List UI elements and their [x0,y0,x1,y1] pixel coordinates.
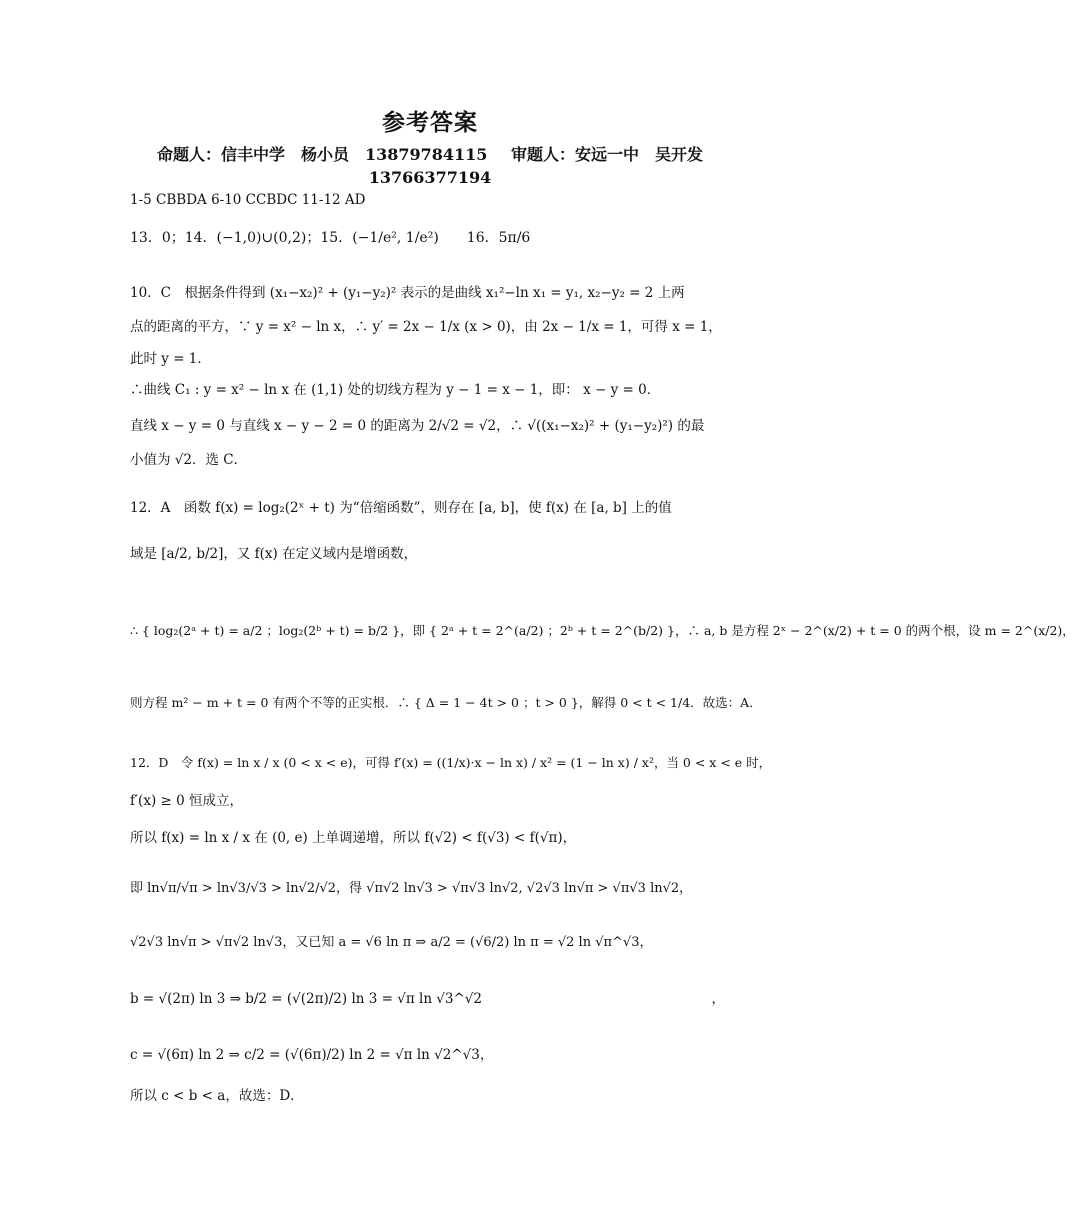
solution-q10 [130,276,740,474]
solution-line: 域是 [a/2, b/2]，又 f(x) 在定义域内是增函数， [130,546,418,562]
author-info: 命题人：信丰中学 杨小员 13879784115 [156,145,488,164]
solution-line: b = √(2π) ln 3 ⇒ b/2 = (√(2π)/2) ln 3 = √π ln √3^√2 ， [130,991,725,1007]
solution-line: 所以 c < b < a，故选：D． [130,1088,304,1104]
solution-line: ∴ { log₂(2ᵃ + t) = a/2 ；log₂(2ᵇ + t) = b/2 }，即 { 2ᵃ + t = 2^(a/2) ；2ᵇ + t = 2^(b/2) }，∴ a, b 是方程 2ˣ − 2^(x/2) + t = 0 的两个根，设 m = 2^(x/2)， [130,623,1075,638]
solution-line: 所以 f(x) = ln x / x 在 (0, e) 上单调递增，所以 f(√2) < f(√3) < f(√π)， [130,830,577,846]
reviewer-info: 审题人：安远一中 吴开发 [511,145,704,164]
solution-line: √2√3 ln√π > √π√2 ln√3，又已知 a = √6 ln π ⇒ a/2 = (√6/2) ln π = √2 ln √π^√3， [130,935,653,950]
reviewer-phone: 13766377194 [368,168,492,187]
solution-line: 此时 y = 1． [130,351,211,367]
solution-line: 即 ln√π/√π > ln√3/√3 > ln√2/√2，得 √π√2 ln√3 > √π√3 ln√2, √2√3 ln√π > √π√3 ln√2， [130,881,693,896]
page-title: 参考答案 [382,109,478,136]
solution-q12-d [130,738,772,1110]
solution-line: 直线 x − y = 0 与直线 x − y − 2 = 0 的距离为 2/√2 = √2，∴ √((x₁−x₂)² + (y₁−y₂)²) 的最 [130,418,705,434]
solution-line: 点的距离的平方，∵ y = x² − ln x，∴ y′ = 2x − 1/x (x > 0)，由 2x − 1/x = 1，可得 x = 1， [130,319,722,335]
solution-line: 12．A 函数 f(x) = log₂(2ˣ + t) 为“倍缩函数”，则存在 [a, b]，使 f(x) 在 [a, b] 上的值 [130,500,672,516]
solution-line: 10．C 根据条件得到 (x₁−x₂)² + (y₁−y₂)² 表示的是曲线 x₁²−ln x₁ = y₁, x₂−y₂ = 2 上两 [130,285,685,301]
solution-line: 12．D 令 f(x) = ln x / x (0 < x < e)，可得 f′(x) = ((1/x)·x − ln x) / x² = (1 − ln x) / x²，当 0 < x < e 时， [130,755,772,770]
solution-line: 小值为 √2．选 C． [130,452,248,468]
solution-line: ∴曲线 C₁ : y = x² − ln x 在 (1,1) 处的切线方程为 y − 1 = x − 1，即： x − y = 0． [130,382,661,398]
solution-q12-a [130,490,1075,726]
choice-answers: 1-5 CBBDA 6-10 CCBDC 11-12 AD [130,192,366,208]
solution-line: 则方程 m² − m + t = 0 有两个不等的正实根．∴ { Δ = 1 − 4t > 0 ；t > 0 }，解得 0 < t < 1/4．故选：A． [130,695,762,710]
author-line [0,142,860,165]
solution-line: c = √(6π) ln 2 ⇒ c/2 = (√(6π)/2) ln 2 = √π ln √2^√3， [130,1047,494,1063]
solution-line: f′(x) ≥ 0 恒成立， [130,793,243,809]
fill-answers: 13．0；14．(−1,0)∪(0,2)；15．(−1/e², 1/e²) 16．5π/6 [130,230,531,246]
